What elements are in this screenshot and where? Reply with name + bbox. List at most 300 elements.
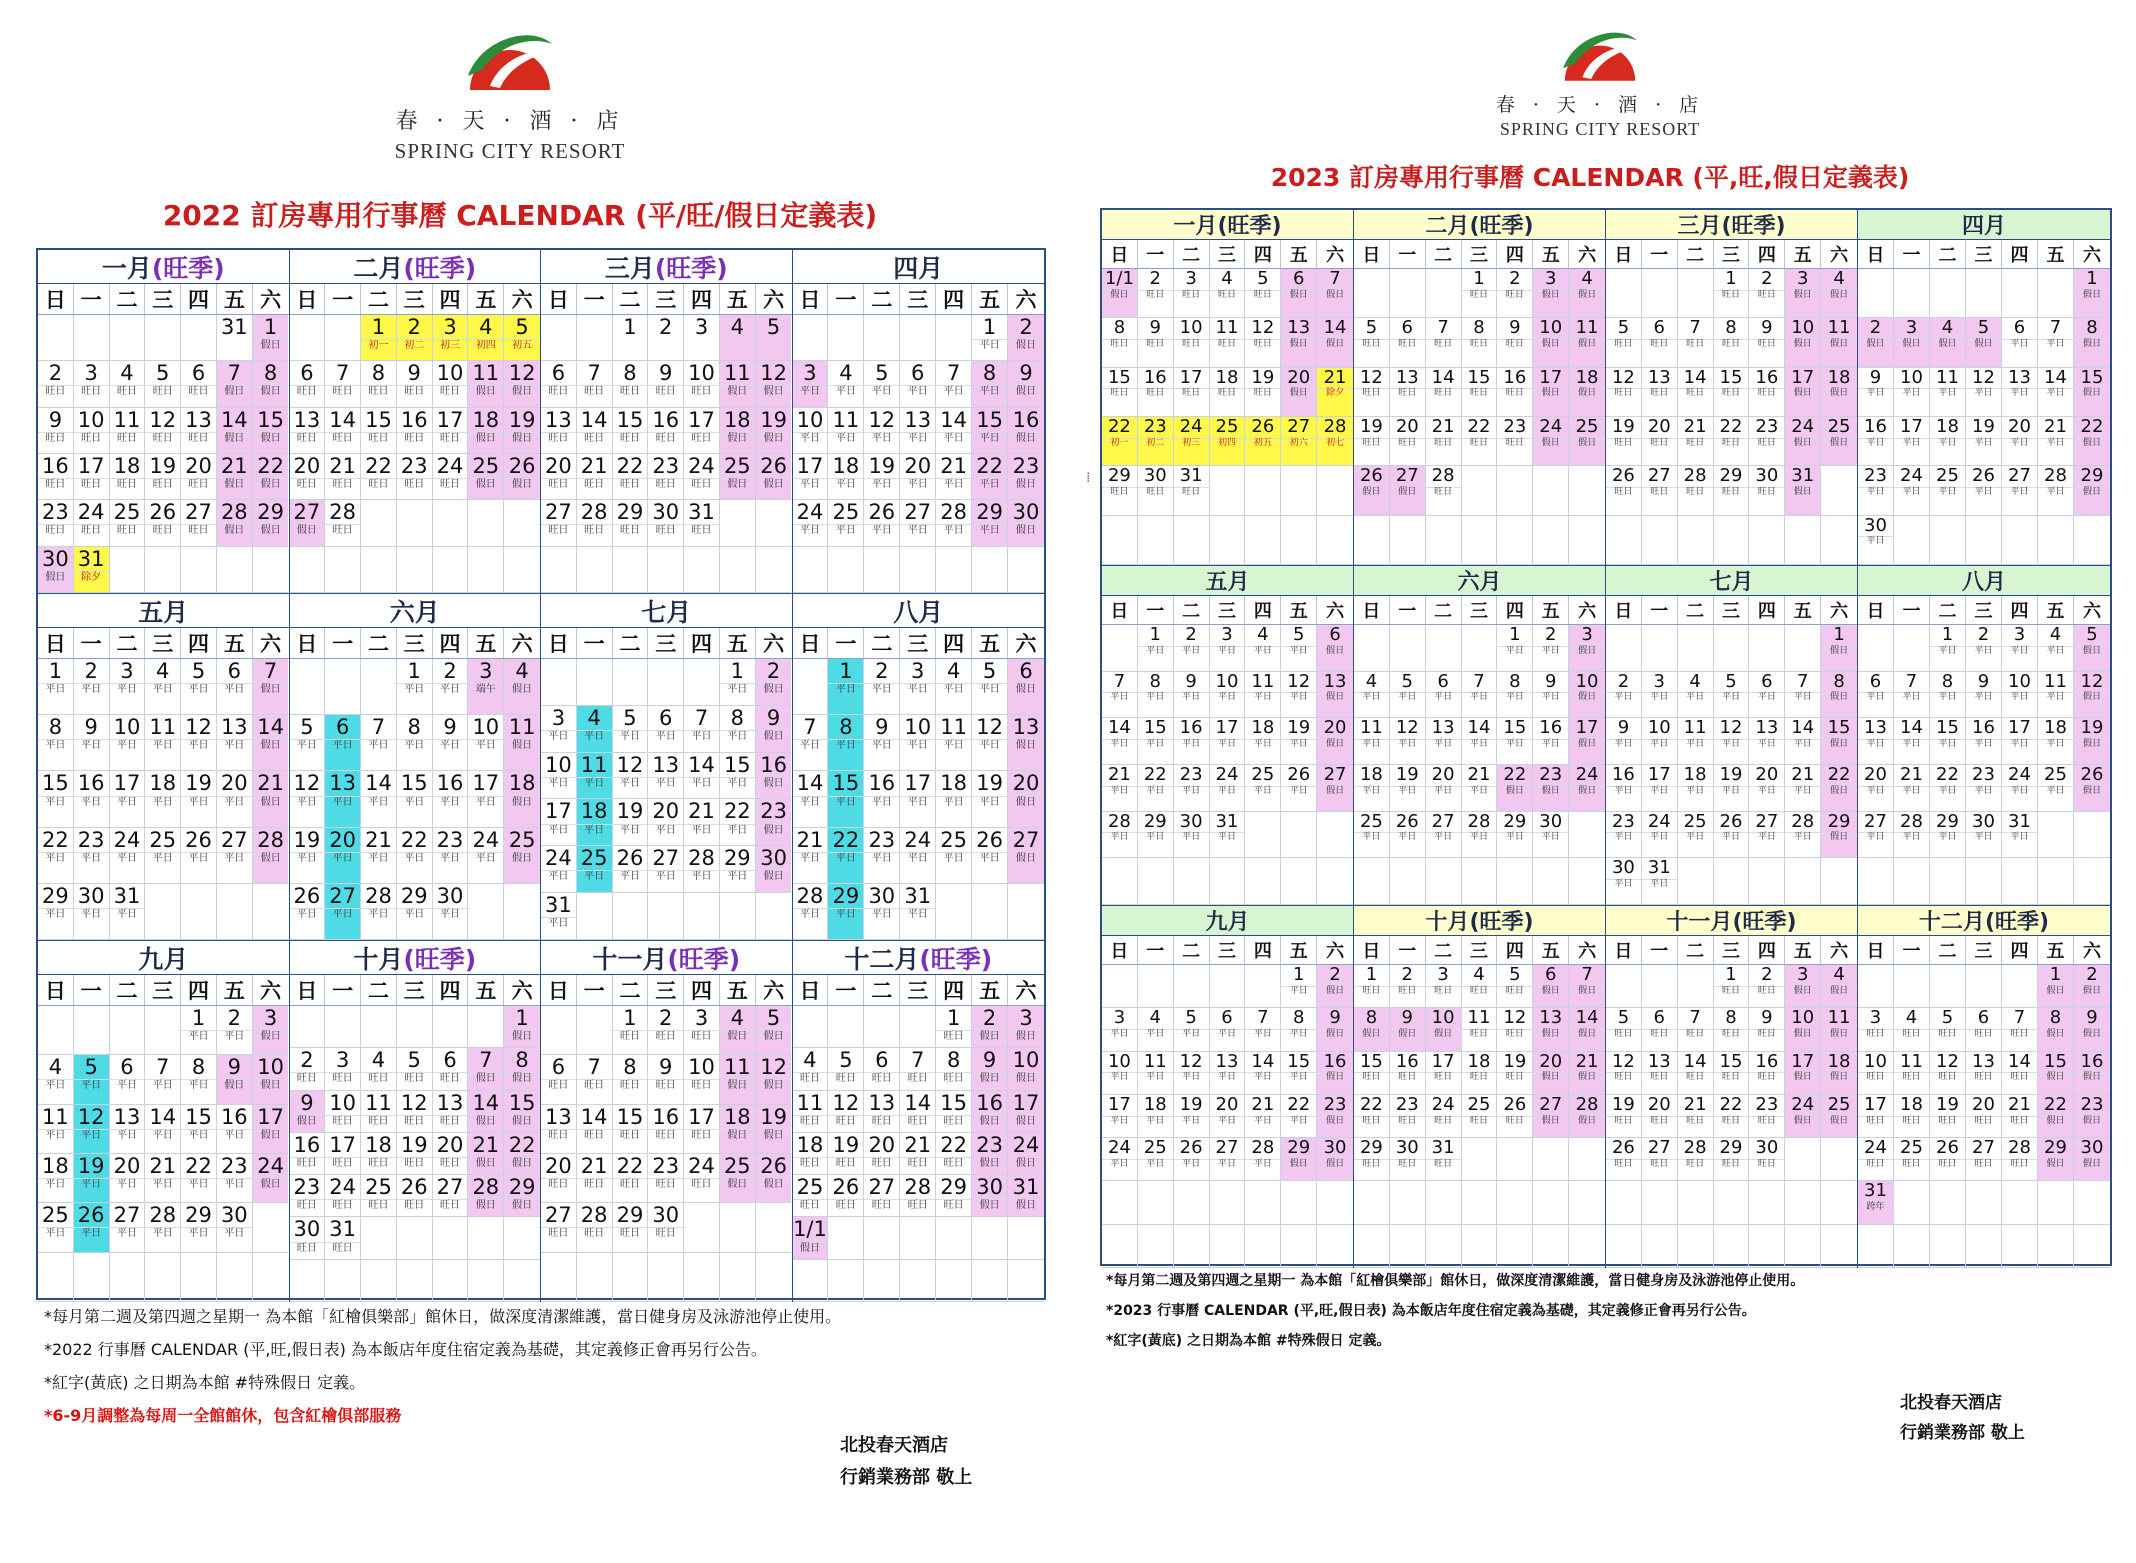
day-cell — [325, 454, 361, 500]
empty-cell — [577, 893, 613, 940]
day-type: 平日 — [613, 777, 648, 789]
day-cell — [972, 454, 1008, 500]
day-cell — [38, 828, 74, 884]
weekday-label: 日 — [1858, 240, 1894, 268]
day-type: 平日 — [290, 852, 325, 864]
day-cell — [1569, 718, 1605, 765]
weekday-label: 日 — [793, 284, 829, 314]
day-number: 11 — [1827, 1008, 1851, 1029]
day-cell — [936, 408, 972, 454]
weekday-label: 六 — [260, 288, 282, 312]
day-number: 12 — [1719, 718, 1743, 739]
weekday-header — [1858, 240, 2110, 269]
day-type: 旺日 — [684, 1129, 719, 1141]
day-type: 旺日 — [1858, 1072, 1893, 1083]
day-cell — [468, 1048, 504, 1090]
day-number: 21 — [2044, 416, 2067, 437]
day-number: 21 — [796, 827, 824, 852]
day-type: 平日 — [720, 777, 755, 789]
month-name: 四月 — [1961, 214, 2006, 239]
day-type: 旺日 — [648, 432, 683, 444]
empty-cell — [1678, 516, 1714, 565]
day-number: 23 — [77, 827, 105, 852]
day-number: 15 — [2044, 1051, 2067, 1072]
weekday-label: 四 — [2002, 596, 2038, 624]
day-type: 假日 — [1533, 1029, 1568, 1040]
day-number: 18 — [1359, 765, 1383, 785]
day-cell — [504, 771, 540, 827]
day-cell — [2038, 765, 2074, 812]
weekday-label: 日 — [38, 284, 74, 314]
day-cell — [1245, 672, 1281, 719]
day-number: 23 — [293, 1175, 321, 1200]
day-cell — [1174, 1008, 1210, 1051]
days-grid — [290, 315, 541, 593]
day-cell — [1281, 318, 1317, 367]
month-header — [1858, 210, 2110, 240]
weekday-label: 五 — [2038, 240, 2074, 268]
day-type: 旺日 — [1497, 986, 1532, 997]
day-type: 旺日 — [684, 478, 719, 490]
day-type: 旺日 — [1138, 290, 1173, 301]
day-type: 平日 — [38, 1178, 73, 1190]
day-number: 11 — [1215, 318, 1239, 339]
empty-cell — [1497, 1225, 1533, 1268]
day-type: 旺日 — [1354, 986, 1389, 997]
day-type: 假日 — [1533, 438, 1568, 449]
day-number: 30 — [1755, 1138, 1779, 1159]
day-number: 16 — [1503, 367, 1527, 388]
empty-cell — [1210, 1181, 1246, 1224]
day-number: 28 — [940, 500, 968, 525]
day-number: 29 — [42, 883, 69, 908]
day-cell — [110, 1203, 146, 1252]
day-number: 23 — [1539, 765, 1563, 785]
empty-cell — [1138, 858, 1174, 905]
day-cell — [648, 315, 684, 361]
empty-cell — [1102, 625, 1138, 672]
day-type: 初七 — [1317, 438, 1353, 449]
day-cell — [2002, 368, 2038, 417]
day-cell — [1390, 417, 1426, 466]
day-cell — [1749, 466, 1785, 515]
day-number: 2 — [443, 659, 457, 683]
day-number: 14 — [2044, 367, 2067, 388]
day-cell — [1678, 417, 1714, 466]
day-cell — [1966, 1095, 2002, 1138]
day-cell — [1390, 318, 1426, 367]
empty-cell — [1749, 516, 1785, 565]
day-number: 17 — [1791, 1051, 1815, 1072]
day-type: 假日 — [253, 739, 289, 751]
day-cell — [900, 771, 936, 827]
day-number: 4 — [515, 659, 529, 683]
day-number: 19 — [1972, 416, 1995, 437]
weekday-label: 一 — [1642, 596, 1678, 624]
day-type: 旺日 — [1714, 438, 1749, 449]
day-cell — [1317, 765, 1353, 812]
empty-cell — [1102, 965, 1138, 1008]
day-type: 旺日 — [577, 1129, 612, 1141]
empty-cell — [1930, 269, 1966, 318]
note-line: *6-9月調整為每周一全館館休，包含紅檜俱部服務 — [44, 1406, 402, 1425]
day-type: 平日 — [2002, 438, 2037, 449]
day-type: 假日 — [1785, 487, 1820, 498]
day-type: 假日 — [253, 796, 289, 808]
empty-cell — [2002, 1225, 2038, 1268]
day-number: 25 — [1575, 416, 1599, 437]
day-cell — [1245, 1138, 1281, 1181]
day-number: 9 — [1761, 318, 1773, 339]
day-cell — [1281, 1008, 1317, 1051]
day-number: 30 — [1539, 811, 1563, 832]
day-number: 20 — [1215, 1094, 1239, 1115]
empty-cell — [1894, 516, 1930, 565]
empty-cell — [1821, 1225, 1857, 1268]
empty-cell — [541, 547, 577, 593]
days-grid — [1858, 965, 2110, 1268]
day-cell — [361, 771, 397, 827]
days-grid — [541, 659, 792, 940]
day-number: 9 — [1185, 671, 1197, 692]
day-type: 假日 — [253, 339, 289, 351]
day-number: 6 — [1977, 1008, 1990, 1029]
days-grid — [1606, 625, 1857, 905]
day-type: 旺日 — [181, 432, 216, 444]
day-number: 13 — [652, 752, 680, 777]
day-type: 平日 — [110, 852, 145, 864]
day-number: 29 — [508, 1175, 536, 1200]
day-type: 平日 — [613, 730, 648, 742]
day-type: 旺日 — [828, 1072, 863, 1084]
empty-cell — [1426, 625, 1462, 672]
empty-cell — [2038, 269, 2074, 318]
day-cell — [74, 454, 110, 500]
day-number: 6 — [911, 361, 925, 386]
empty-cell — [110, 547, 146, 593]
day-number: 8 — [1833, 671, 1845, 692]
empty-cell — [74, 315, 110, 361]
month-block — [1606, 210, 1858, 566]
day-type: 平日 — [217, 1178, 252, 1190]
day-cell — [648, 454, 684, 500]
day-type: 旺日 — [1462, 290, 1497, 301]
day-number: 24 — [2008, 765, 2031, 785]
day-cell — [1606, 718, 1642, 765]
day-cell — [1497, 672, 1533, 719]
day-number: 14 — [2008, 1051, 2031, 1072]
day-cell — [864, 500, 900, 546]
empty-cell — [1245, 1225, 1281, 1268]
day-number: 2 — [875, 659, 889, 683]
empty-cell — [504, 547, 540, 593]
empty-cell — [433, 1006, 469, 1048]
day-type: 旺日 — [1426, 1072, 1461, 1083]
day-number: 8 — [623, 1055, 637, 1080]
day-type: 平日 — [1138, 1072, 1173, 1083]
day-number: 3 — [1544, 269, 1557, 289]
day-cell — [541, 893, 577, 940]
day-number: 21 — [1900, 765, 1923, 785]
day-number: 13 — [185, 407, 212, 432]
day-cell — [74, 771, 110, 827]
day-cell — [74, 361, 110, 407]
day-type: 平日 — [1138, 832, 1173, 843]
empty-cell — [397, 547, 433, 593]
weekday-label: 一 — [1138, 596, 1174, 624]
day-type: 旺日 — [1426, 986, 1461, 997]
empty-cell — [648, 659, 684, 706]
empty-cell — [1245, 466, 1281, 515]
empty-cell — [1533, 1138, 1569, 1181]
day-cell — [793, 361, 829, 407]
empty-cell — [613, 893, 649, 940]
day-type: 平日 — [1174, 1159, 1209, 1170]
day-number: 20 — [1287, 367, 1311, 388]
day-number: 30 — [220, 1203, 248, 1228]
day-type: 旺日 — [828, 1115, 863, 1127]
day-type: 旺日 — [1749, 1072, 1784, 1083]
day-cell — [1317, 318, 1353, 367]
day-number: 5 — [1509, 965, 1521, 985]
empty-cell — [1210, 466, 1246, 515]
day-number: 29 — [616, 1203, 644, 1228]
empty-cell — [1569, 1138, 1605, 1181]
day-number: 25 — [1359, 811, 1383, 832]
day-type: 旺日 — [1354, 339, 1389, 350]
day-number: 18 — [1827, 367, 1851, 388]
day-cell — [1102, 1095, 1138, 1138]
day-type: 初五 — [1245, 438, 1280, 449]
day-type: 旺日 — [1714, 1159, 1749, 1170]
day-type: 假日 — [1785, 1072, 1820, 1083]
month-name: 九月 — [138, 944, 189, 974]
day-type: 旺日 — [1966, 1159, 2001, 1170]
month-header — [541, 594, 792, 628]
day-type: 平日 — [1281, 692, 1316, 703]
day-number: 13 — [1012, 715, 1040, 740]
day-type: 旺日 — [1749, 487, 1784, 498]
day-type: 初一 — [1102, 438, 1137, 449]
day-number: 11 — [832, 407, 860, 432]
day-type: 旺日 — [1497, 339, 1532, 350]
day-type: 平日 — [936, 432, 971, 444]
empty-cell — [1281, 466, 1317, 515]
day-cell — [793, 1091, 829, 1133]
empty-cell — [1174, 1181, 1210, 1224]
day-cell — [936, 500, 972, 546]
day-cell — [361, 715, 397, 771]
weekday-label: 一 — [1642, 936, 1678, 964]
empty-cell — [828, 1217, 864, 1259]
day-type: 平日 — [1102, 692, 1137, 703]
day-number: 24 — [113, 827, 141, 852]
day-type: 平日 — [1966, 786, 2001, 797]
day-number: 14 — [257, 715, 284, 740]
day-cell — [290, 1217, 326, 1259]
day-number: 12 — [1611, 367, 1635, 388]
day-cell — [1749, 1138, 1785, 1181]
day-number: 16 — [1012, 407, 1040, 432]
day-number: 25 — [508, 827, 536, 852]
day-number: 1 — [730, 659, 744, 683]
day-type: 假日 — [253, 683, 289, 695]
day-number: 18 — [1900, 1094, 1923, 1115]
day-type: 旺日 — [828, 1157, 863, 1169]
day-type: 平日 — [1281, 1116, 1316, 1127]
day-number: 20 — [1647, 416, 1671, 437]
day-number: 5 — [156, 361, 170, 386]
day-number: 24 — [1864, 1138, 1887, 1159]
day-type: 旺日 — [433, 478, 468, 490]
empty-cell — [1008, 884, 1044, 940]
day-number: 15 — [940, 1090, 968, 1115]
day-cell — [1821, 965, 1857, 1008]
day-cell — [1606, 318, 1642, 367]
day-type: 平日 — [38, 739, 73, 751]
day-number: 26 — [868, 500, 896, 525]
day-number: 10 — [1791, 1008, 1815, 1029]
day-cell — [290, 1048, 326, 1090]
day-cell — [648, 1006, 684, 1055]
day-number: 27 — [2008, 466, 2031, 487]
empty-cell — [1785, 1138, 1821, 1181]
empty-cell — [1354, 269, 1390, 318]
day-number: 12 — [400, 1090, 428, 1115]
empty-cell — [1174, 965, 1210, 1008]
empty-cell — [1678, 625, 1714, 672]
empty-cell — [1966, 858, 2002, 905]
weekday-label: 六 — [1578, 245, 1597, 266]
empty-cell — [1245, 812, 1281, 859]
day-cell — [1642, 812, 1678, 859]
empty-cell — [1749, 858, 1785, 905]
day-type: 平日 — [2002, 786, 2037, 797]
day-cell — [720, 454, 756, 500]
day-cell — [541, 500, 577, 546]
day-cell — [1281, 1052, 1317, 1095]
empty-cell — [541, 1006, 577, 1055]
day-cell — [936, 828, 972, 884]
day-type: 旺日 — [1354, 388, 1389, 399]
weekday-label: 日 — [1354, 240, 1390, 268]
weekday-label: 日 — [1354, 596, 1390, 624]
day-cell — [756, 753, 792, 800]
day-number: 1 — [623, 1006, 637, 1030]
day-type: 平日 — [145, 683, 180, 695]
day-number: 11 — [508, 715, 536, 740]
empty-cell — [1102, 516, 1138, 565]
day-cell — [1821, 812, 1857, 859]
weekday-label: 六 — [763, 632, 785, 656]
day-type: 旺日 — [74, 432, 109, 444]
day-number: 1 — [1473, 269, 1485, 289]
day-type: 旺日 — [541, 478, 576, 490]
day-type: 平日 — [648, 730, 683, 742]
day-type: 旺日 — [1390, 438, 1425, 449]
day-type: 平日 — [1714, 739, 1749, 750]
empty-cell — [1785, 1181, 1821, 1224]
day-number: 1 — [1725, 269, 1737, 289]
day-number: 28 — [220, 500, 248, 525]
day-number: 28 — [904, 1175, 932, 1200]
empty-cell — [1390, 1225, 1426, 1268]
day-number: 9 — [875, 715, 889, 740]
day-cell — [1102, 269, 1138, 318]
day-type: 假日 — [1008, 478, 1044, 490]
logo-chinese-name: 春 · 天 · 酒 · 店 — [1495, 94, 1705, 116]
day-cell — [181, 1203, 217, 1252]
day-cell — [1894, 466, 1930, 515]
day-type: 平日 — [433, 908, 468, 920]
day-cell — [720, 1055, 756, 1104]
day-cell — [1569, 318, 1605, 367]
empty-cell — [1930, 1181, 1966, 1224]
day-cell — [1785, 1052, 1821, 1095]
day-type: 平日 — [468, 852, 503, 864]
days-grid — [1354, 965, 1605, 1268]
day-type: 平日 — [2002, 487, 2037, 498]
day-type: 旺日 — [900, 1157, 935, 1169]
day-type: 旺日 — [1714, 1029, 1749, 1040]
day-cell — [684, 706, 720, 753]
day-number: 1 — [515, 1006, 529, 1030]
day-number: 23 — [1143, 416, 1167, 437]
day-number: 12 — [1287, 671, 1311, 692]
day-type: 假日 — [2038, 1029, 2073, 1040]
day-type: 平日 — [397, 796, 432, 808]
empty-cell — [1317, 516, 1353, 565]
day-cell — [1174, 466, 1210, 515]
day-cell — [1894, 1138, 1930, 1181]
day-number: 5 — [515, 315, 529, 339]
weekday-label: 四 — [936, 975, 972, 1005]
empty-cell — [2038, 516, 2074, 565]
day-number: 18 — [1467, 1051, 1491, 1072]
day-cell — [1281, 368, 1317, 417]
day-number: 10 — [77, 407, 105, 432]
day-number: 19 — [185, 771, 212, 796]
empty-cell — [541, 1253, 577, 1302]
empty-cell — [181, 547, 217, 593]
month-header — [38, 594, 289, 628]
day-number: 8 — [1509, 671, 1521, 692]
empty-cell — [1390, 625, 1426, 672]
day-type: 平日 — [684, 824, 719, 836]
day-number: 10 — [1791, 318, 1815, 339]
month-header — [1858, 566, 2110, 596]
day-cell — [74, 828, 110, 884]
day-number: 31 — [1864, 1181, 1887, 1202]
month-name: 四月 — [893, 253, 944, 283]
day-cell — [1678, 368, 1714, 417]
day-cell — [1138, 812, 1174, 859]
empty-cell — [756, 500, 792, 546]
day-type: 平日 — [1426, 786, 1461, 797]
day-number: 12 — [976, 715, 1003, 740]
day-cell — [325, 884, 361, 940]
day-cell — [397, 454, 433, 500]
day-number: 23 — [976, 1132, 1003, 1157]
day-type: 平日 — [1138, 786, 1173, 797]
day-number: 26 — [760, 1153, 787, 1178]
day-cell — [648, 753, 684, 800]
day-type: 平日 — [1858, 487, 1893, 498]
day-type: 假日 — [756, 385, 792, 397]
empty-cell — [1354, 625, 1390, 672]
day-number: 21 — [580, 1153, 608, 1178]
day-cell — [1714, 1008, 1750, 1051]
